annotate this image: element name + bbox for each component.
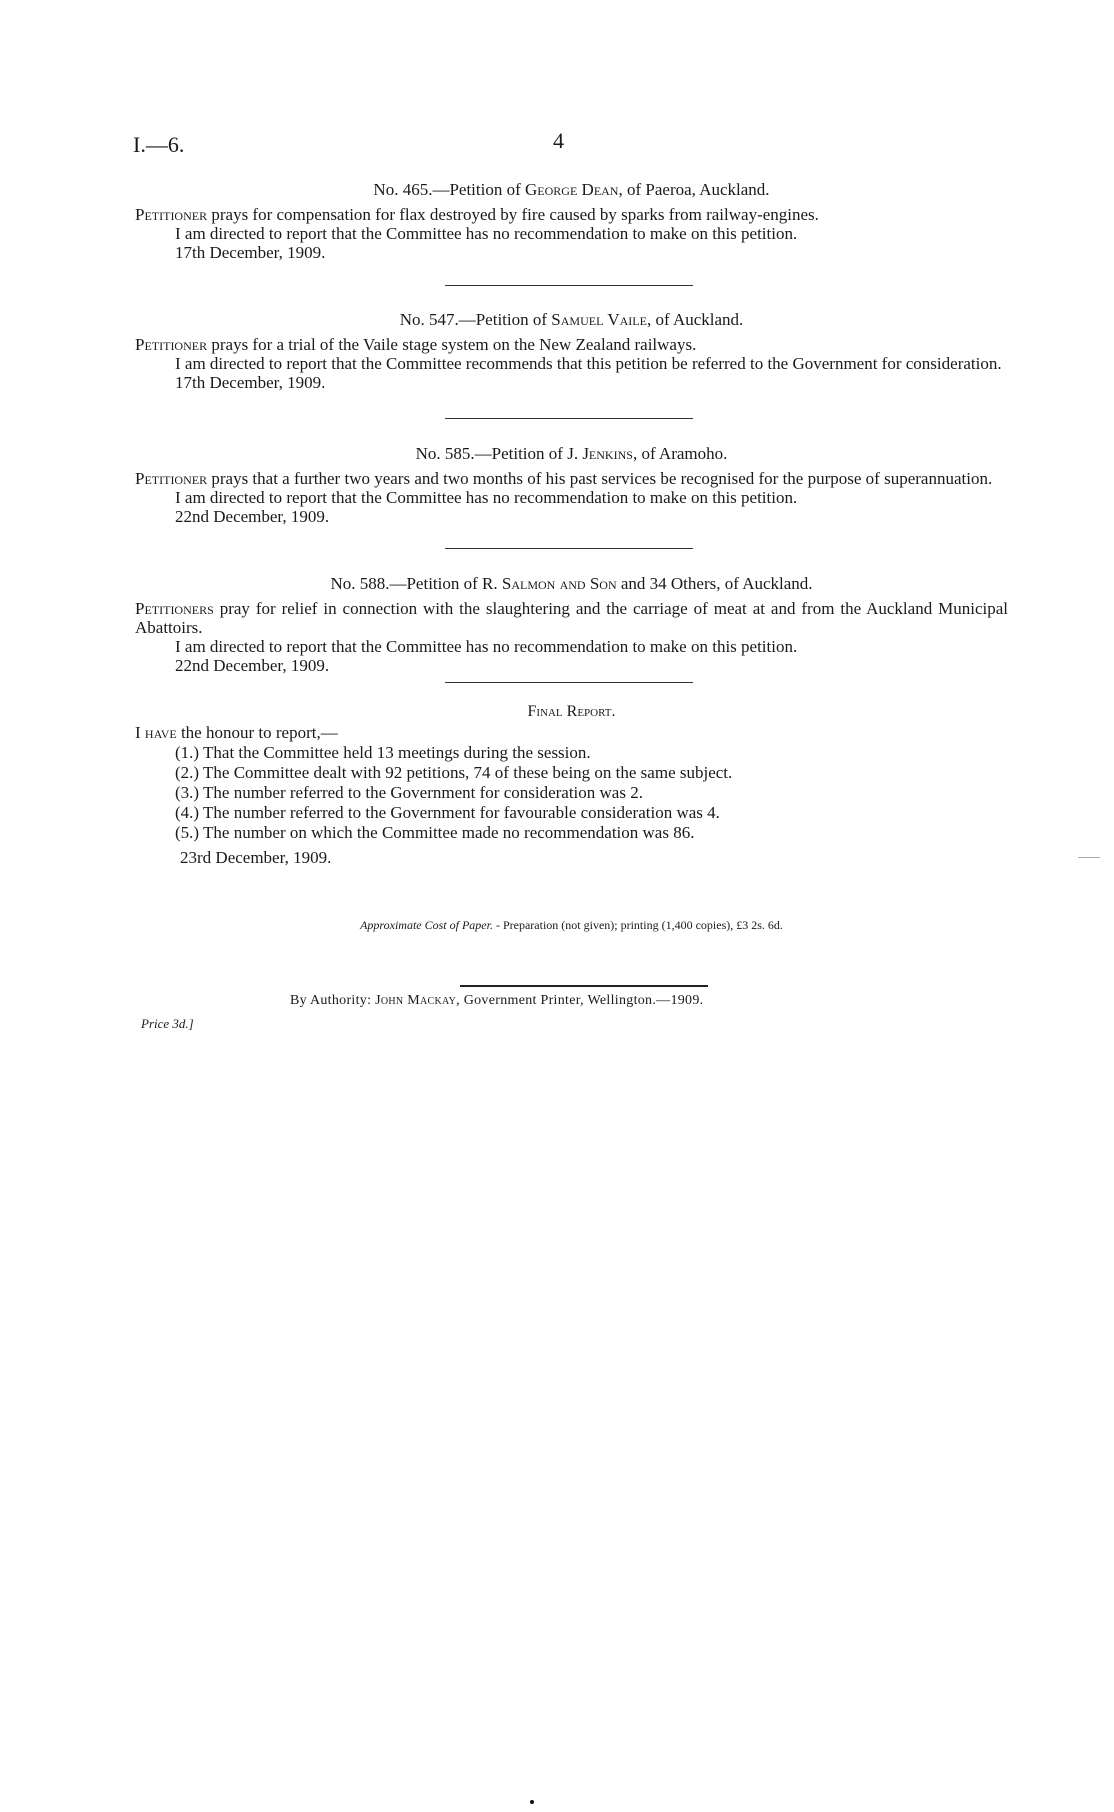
final-report-item: (4.) The number referred to the Government for favourable consideration was 4.: [175, 803, 720, 822]
final-report-item: (1.) That the Committee held 13 meetings during the session.: [175, 743, 591, 762]
separator-rule: [445, 418, 693, 419]
petition-prayer: Petitioner prays for a trial of the Vaile stage system on the New Zealand railways.: [135, 335, 697, 354]
scan-mark: [1078, 857, 1100, 858]
final-report-list: [135, 743, 1008, 843]
final-report: [135, 723, 1008, 868]
separator-rule: [445, 285, 693, 286]
report-date: 17th December, 1909.: [175, 373, 326, 392]
petition-588: [135, 574, 1008, 675]
report-date: 22nd December, 1909.: [175, 656, 330, 675]
committee-report: I am directed to report that the Committee has no recommendation to make on this petition.: [175, 637, 798, 656]
cost-of-paper: Approximate Cost of Paper. - Preparation (not given); printing (1,400 copies), £3 2s. 6d.: [360, 918, 783, 932]
final-report-intro: I have the honour to report,—: [135, 723, 338, 742]
petition-585: [135, 444, 1008, 526]
final-report-item: (2.) The Committee dealt with 92 petitions, 74 of these being on the same subject.: [175, 763, 733, 782]
petition-heading: No. 588.—Petition of R. Salmon and Son and 34 Others, of Auckland.: [330, 574, 813, 593]
petition-heading: No. 547.—Petition of Samuel Vaile, of Auckland.: [399, 310, 744, 329]
report-date: 22nd December, 1909.: [175, 507, 330, 526]
final-report-heading: Final Report.: [527, 703, 616, 720]
scan-mark: [530, 1800, 534, 1804]
petition-prayer: Petitioner prays that a further two years and two months of his past services be recognised for the purpose of superannuation.: [135, 469, 993, 488]
petition-heading: No. 585.—Petition of J. Jenkins, of Aramoho.: [415, 444, 728, 463]
petition-465: [135, 180, 1008, 262]
separator-rule: [445, 682, 693, 683]
printer-rule: [460, 985, 708, 987]
separator-rule: [445, 548, 693, 549]
page-reference: I.—6.: [133, 132, 185, 157]
petition-heading: No. 465.—Petition of George Dean, of Paeroa, Auckland.: [373, 180, 770, 199]
report-date: 17th December, 1909.: [175, 243, 326, 262]
committee-report: I am directed to report that the Committee has no recommendation to make on this petition.: [175, 224, 798, 243]
committee-report: I am directed to report that the Committee has no recommendation to make on this petition.: [175, 488, 798, 507]
page-number: 4: [553, 128, 564, 153]
committee-report: I am directed to report that the Committee recommends that this petition be referred to the Government for consideration.: [175, 354, 1002, 373]
petition-prayer: Petitioner prays for compensation for flax destroyed by fire caused by sparks from railway-engines.: [135, 205, 819, 224]
petition-prayer: Petitioners pray for relief in connection with the slaughtering and the carriage of meat at and from the Auckland Municipal Abattoirs.: [135, 599, 1008, 637]
final-report-date: 23rd December, 1909.: [180, 848, 332, 867]
final-report-item: (3.) The number referred to the Government for consideration was 2.: [175, 783, 643, 802]
petition-547: [135, 310, 1008, 392]
price: Price 3d.]: [141, 1016, 194, 1031]
printer-imprint: By Authority: John Mackay, Government Printer, Wellington.—1909.: [290, 993, 704, 1008]
final-report-item: (5.) The number on which the Committee made no recommendation was 86.: [175, 823, 695, 842]
